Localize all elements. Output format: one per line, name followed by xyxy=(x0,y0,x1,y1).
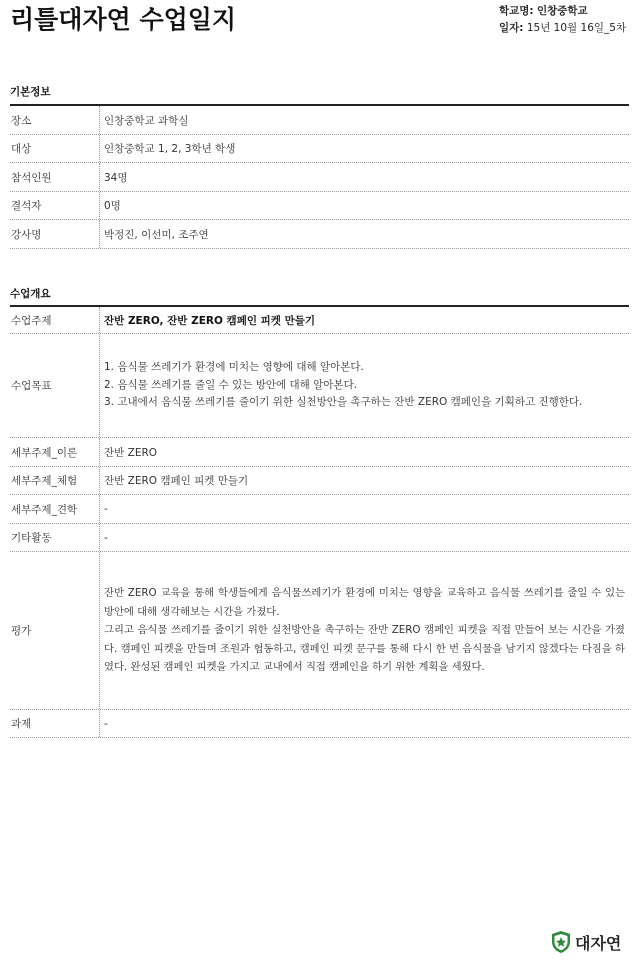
row-label: 결석자 xyxy=(10,192,100,219)
row-label: 수업주제 xyxy=(10,307,100,333)
school-info xyxy=(499,3,588,18)
logo-text: 대자연 xyxy=(575,933,622,953)
row-value: 인창중학교 1, 2, 3학년 학생 xyxy=(104,143,236,155)
eval-paragraph: 잔반 ZERO 교육을 통해 학생들에게 음식물쓰레기가 환경에 미치는 영향을 교육하고 음식물 쓰레기를 줄일 수 있는 방안에 대해 생각해보는 시간을 가졌다. xyxy=(104,587,625,618)
row-value: - xyxy=(104,531,108,544)
table-row xyxy=(10,192,629,220)
row-label: 참석인원 xyxy=(10,163,100,191)
date-label: 일자: xyxy=(499,22,524,34)
row-value: 잔반 ZERO xyxy=(104,446,158,459)
row-value: 0명 xyxy=(104,200,121,212)
goal-item: 2. 음식물 쓰레기를 줄일 수 있는 방안에 대해 알아본다. xyxy=(104,378,358,391)
overview-table xyxy=(10,307,629,738)
row-label: 대상 xyxy=(10,135,100,162)
date-value: 15년 10월 16일_5차 xyxy=(526,22,627,34)
table-row xyxy=(10,495,629,524)
row-label: 과제 xyxy=(10,710,100,737)
row-value: 잔반 ZERO 캠페인 피켓 만들기 xyxy=(104,475,249,487)
brand-logo xyxy=(551,930,621,954)
table-row xyxy=(10,524,629,552)
row-label: 장소 xyxy=(10,106,100,134)
goal-item: 3. 고내에서 음식물 쓰레기를 줄이기 위한 실천방안을 촉구하는 잔반 ZERO 캠페인을 기획하고 진행한다. xyxy=(104,396,583,409)
school-label: 학교명: xyxy=(499,5,534,17)
school-name: 인창중학교 xyxy=(536,5,588,17)
row-value: - xyxy=(104,503,108,515)
table-row xyxy=(10,467,629,495)
table-row xyxy=(10,552,629,710)
row-label: 기타활동 xyxy=(10,524,100,551)
basic-section-title: 기본정보 xyxy=(10,86,51,98)
table-row xyxy=(10,163,629,192)
row-label: 수업목표 xyxy=(10,334,100,437)
row-label: 세부주제_견학 xyxy=(10,495,100,523)
goals-value xyxy=(100,334,629,437)
basic-info-table xyxy=(10,106,629,249)
table-row xyxy=(10,135,629,163)
row-value: 박정진, 이선미, 조주연 xyxy=(104,228,209,241)
topic-value: 잔반 ZERO, 잔반 ZERO 캠페인 피켓 만들기 xyxy=(104,314,316,327)
table-row xyxy=(10,307,629,334)
date-info xyxy=(499,20,626,35)
overview-section-title: 수업개요 xyxy=(10,288,51,300)
row-label: 평가 xyxy=(10,552,100,709)
page-title: 리틀대자연 수업일지 xyxy=(10,5,237,34)
row-value: 인창중학교 과학실 xyxy=(104,114,189,127)
eval-value xyxy=(100,552,629,709)
row-label: 세부주제_체험 xyxy=(10,467,100,494)
row-label: 세부주제_이론 xyxy=(10,438,100,466)
row-value: - xyxy=(104,717,108,730)
row-value: 34명 xyxy=(104,171,128,184)
table-row xyxy=(10,220,629,249)
table-row xyxy=(10,438,629,467)
table-row xyxy=(10,710,629,738)
table-row xyxy=(10,106,629,135)
row-label: 강사명 xyxy=(10,220,100,248)
table-row xyxy=(10,334,629,438)
goal-item: 1. 음식물 쓰레기가 환경에 미치는 영향에 대해 알아본다. xyxy=(104,361,364,374)
shield-icon xyxy=(551,930,571,954)
eval-paragraph: 그리고 음식물 쓰레기를 줄이기 위한 실천방안을 촉구하는 잔반 ZERO 캠페인 피켓을 직접 만들어 보는 시간을 가졌다. 캠페인 피켓을 만들며 조원과 협동하고, 캠페인 피켓 문구를 통해 다시 한 번 음식물을 남기지 않겠다는 다짐을 하였다. 완성된 캠페인 피켓을 가지고 교내에서 직접 캠페인을 하기 위한 계획을 세웠다. xyxy=(104,624,625,674)
